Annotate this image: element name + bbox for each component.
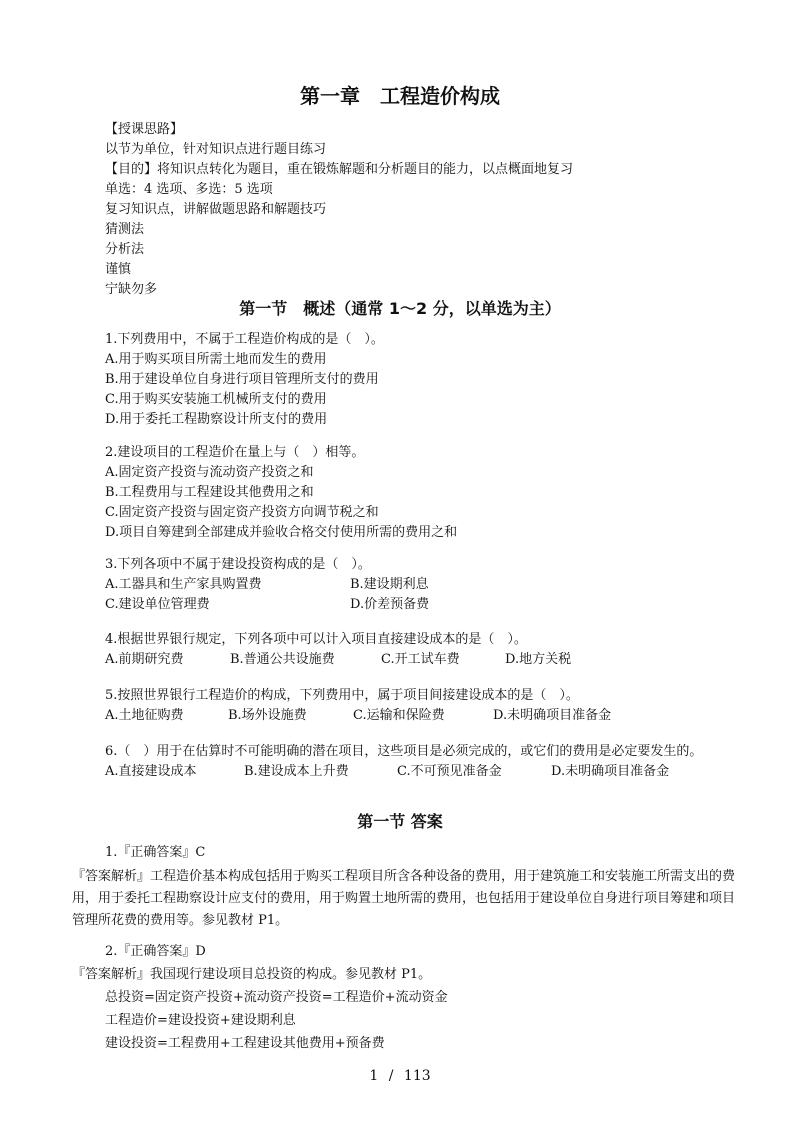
answers-title: 第一节 答案	[357, 812, 443, 831]
question-3	[105, 555, 725, 615]
question-option: C.用于购买安装施工机械所支付的费用	[105, 392, 327, 407]
intro-line: 【授课思路】	[105, 122, 184, 137]
question-option: A.直接建设成本	[105, 764, 197, 779]
answer-analysis: 『答案解析』工程造价基本构成包括用于购买工程项目所含各种设备的费用，用于建筑施工和安装施工所需支出的费用，用于委托工程勘察设计应支付的费用，用于购置土地所需的费用，也包括用于建设单位自身进行项目筹建和项目管理所花费的费用等。参见教材 P1。	[72, 869, 736, 928]
page-separator: /	[388, 1068, 394, 1084]
question-option: C.运输和保险费	[353, 708, 445, 723]
answer-1	[72, 843, 738, 932]
intro-line: 以节为单位，针对知识点进行题目练习	[105, 142, 327, 157]
question-option: A.固定资产投资与流动资产投资之和	[105, 465, 314, 480]
question-option: B.工程费用与工程建设其他费用之和	[105, 485, 314, 500]
question-option: D.地方关税	[505, 652, 572, 667]
question-option: D.未明确项目准备金	[551, 764, 670, 779]
page-total: 113	[403, 1068, 431, 1084]
answer-analysis: 『答案解析』我国现行建设项目总投资的构成。参见教材 P1。	[72, 967, 432, 982]
question-option: B.建设成本上升费	[244, 764, 349, 779]
intro-line: 宁缺勿多	[105, 282, 158, 297]
question-stem: 6.（ ）用于在估算时不可能明确的潜在项目，这些项目是必须完成的，或它们的费用是必定要发生的。	[105, 744, 703, 759]
question-option: A.用于购买项目所需土地而发生的费用	[105, 352, 327, 367]
page-number	[0, 1066, 800, 1086]
formula-line: 工程造价=建设投资+建设期利息	[105, 1013, 296, 1028]
intro-line: 复习知识点，讲解做题思路和解题技巧	[105, 202, 327, 217]
intro-line: 猜测法	[105, 222, 145, 237]
section-title: 第一节 概述（通常 1～2 分，以单选为主）	[239, 299, 561, 318]
intro-line: 单选：4 选项、多选：5 选项	[105, 182, 273, 197]
chapter-title: 第一章 工程造价构成	[300, 84, 500, 108]
question-option: B.场外设施费	[228, 708, 307, 723]
answer-2	[72, 942, 738, 1054]
question-option: C.建设单位管理费	[105, 597, 210, 612]
question-option: C.不可预见准备金	[397, 764, 502, 779]
question-option: B.用于建设单位自身进行项目管理所支付的费用	[105, 372, 379, 387]
question-stem: 2.建设项目的工程造价在量上与（ ）相等。	[105, 445, 365, 460]
intro-line: 谨慎	[105, 262, 132, 277]
question-option: D.未明确项目准备金	[493, 708, 612, 723]
question-option: D.项目自筹建到全部建成并验收合格交付使用所需的费用之和	[105, 525, 458, 540]
intro-line: 【目的】将知识点转化为题目，重在锻炼解题和分析题目的能力，以点概面地复习	[105, 162, 574, 177]
question-4	[105, 630, 725, 670]
question-option: A.前期研究费	[105, 652, 184, 667]
formula-line: 建设投资=工程费用+工程建设其他费用+预备费	[105, 1036, 385, 1051]
question-1	[105, 330, 725, 430]
question-option: C.固定资产投资与固定资产投资方向调节税之和	[105, 505, 379, 520]
question-option: B.建设期利息	[350, 577, 429, 592]
question-option: D.价差预备费	[350, 597, 430, 612]
question-option: A.工器具和生产家具购置费	[105, 577, 262, 592]
question-stem: 5.按照世界银行工程造价的构成，下列费用中，属于项目间接建设成本的是（ ）。	[105, 688, 579, 703]
question-option: D.用于委托工程勘察设计所支付的费用	[105, 412, 328, 427]
correct-answer: 1.『正确答案』C	[105, 845, 206, 860]
question-option: C.开工试车费	[381, 652, 460, 667]
question-stem: 1.下列费用中，不属于工程造价构成的是（ ）。	[105, 332, 384, 347]
question-5	[105, 686, 725, 726]
formula-line: 总投资=固定资产投资+流动资产投资=工程造价+流动资金	[105, 990, 448, 1005]
intro-line: 分析法	[105, 242, 145, 257]
question-option: B.普通公共设施费	[230, 652, 335, 667]
question-stem: 4.根据世界银行规定，下列各项中可以计入项目直接建设成本的是（ ）。	[105, 632, 527, 647]
question-option: A.土地征购费	[105, 708, 184, 723]
page-current: 1	[369, 1068, 379, 1084]
course-intro	[105, 120, 705, 300]
correct-answer: 2.『正确答案』D	[105, 944, 206, 959]
question-stem: 3.下列各项中不属于建设投资构成的是（ ）。	[105, 557, 371, 572]
question-6	[72, 742, 738, 782]
question-2	[105, 443, 725, 543]
